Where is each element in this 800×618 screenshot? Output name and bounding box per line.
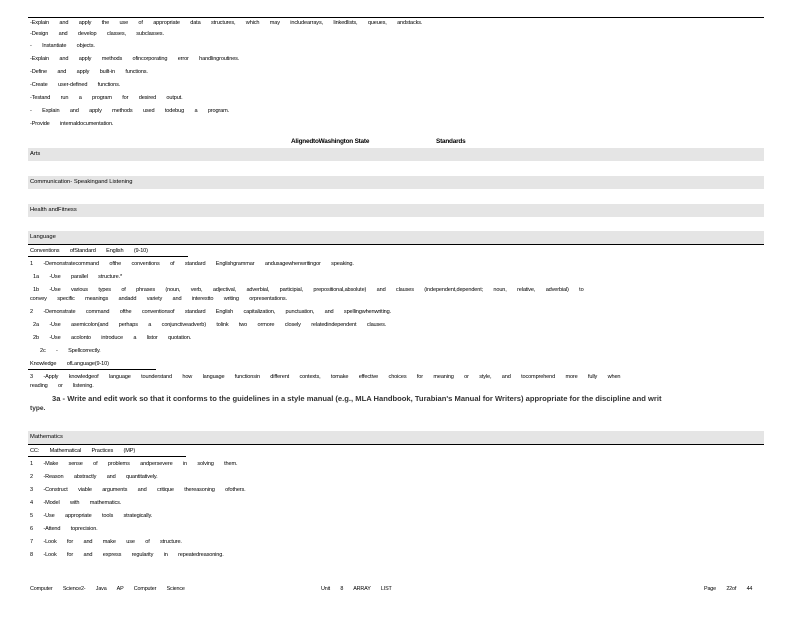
language-band: [28, 231, 764, 244]
objective-line: -Define and apply built-in functions.: [30, 69, 148, 75]
math-line: 6 -Attend toprecision.: [30, 526, 98, 532]
objective-line: -Explain and apply methods ofincorporating error handlingroutines.: [30, 56, 240, 62]
aligned-heading-standards: Standards: [436, 138, 466, 145]
arts-band: [28, 148, 764, 161]
math-line: 3 -Construct viable arguments and critique thereasoning ofothers.: [30, 487, 246, 493]
knowledge-line: 3 -Apply knowledgeof language tounderstand how language functionsin different contexts, tomake effective choices for meaning or style, and tocomprehend more fully when: [30, 374, 621, 380]
objective-line: -Explain and apply the use of appropriate data structures, which may includearrays, linkedlists, queues, andstacks.: [30, 20, 423, 26]
section-communication: Communication- Speakingand Listening: [30, 179, 133, 185]
math-line: 4 -Model with mathematics.: [30, 500, 122, 506]
language-line: 2 -Demonstrate command ofthe conventionsof standard English capitalization, punctuation, and spellingwhenwriting.: [30, 309, 391, 315]
mathematics-rule: [28, 444, 764, 445]
conventions-underline: [28, 256, 188, 257]
section-health: Health andFitness: [30, 207, 77, 213]
language-line: 1 -Demonstratecommand ofthe conventions of standard Englishgrammar andusagewhenwritingor speaking.: [30, 261, 354, 267]
language-line: 2b -Use acolonto introduce a listor quotation.: [33, 335, 192, 341]
health-band: [28, 204, 764, 217]
knowledge-underline: [28, 369, 156, 370]
math-line: 7 -Look for and make use of structure.: [30, 539, 182, 545]
language-line: 1a -Use parallel structure.*: [33, 274, 123, 280]
knowledge-heading: Knowledge ofLanguage(9-10): [30, 361, 109, 367]
footer-unit: Unit 8 ARRAY LIST: [321, 586, 392, 592]
objective-line: -Testand run a program for desired output.: [30, 95, 183, 101]
language-line: convey specific meanings andadd variety and interestto writing orpresentations.: [30, 296, 287, 302]
objective-line: - Explain and apply methods used todebug a program.: [30, 108, 229, 114]
objective-line: -Create user-defined functions.: [30, 82, 121, 88]
math-line: 5 -Use appropriate tools strategically.: [30, 513, 153, 519]
style-manual-line: 3a - Write and edit work so that it conforms to the guidelines in a style manual (e.g., MLA Handbook, Turabian's Manual for Writers) appropriate for the discipline and writ: [52, 394, 662, 403]
aligned-heading: AlignedtoWashington State: [291, 138, 370, 145]
section-arts: Arts: [30, 151, 41, 157]
objective-line: -Provide internaldocumentation.: [30, 121, 114, 127]
knowledge-line: reading or listening.: [30, 383, 94, 389]
style-manual-line-end: type.: [30, 405, 46, 412]
footer-page-number: Page 22of 44: [704, 586, 753, 592]
communication-band: [28, 176, 764, 189]
section-mathematics: Mathematics: [30, 434, 63, 440]
footer-course: Computer Science2- Java AP Computer Science: [30, 586, 185, 592]
math-line: 1 -Make sense of problems andpersevere in solving them.: [30, 461, 238, 467]
language-rule: [28, 244, 764, 245]
top-rule: [28, 17, 764, 18]
section-language: Language: [30, 234, 56, 240]
objective-line: -Design and develop classes, subclasses.: [30, 31, 164, 37]
language-line: 2c - Spellcorrectly.: [40, 348, 101, 354]
math-line: 2 -Reason abstractly and quantitatively.: [30, 474, 158, 480]
math-line: 8 -Look for and express regularity in repeatedreasoning.: [30, 552, 224, 558]
language-line: 2a -Use asemicolon(and perhaps a conjunctiveadverb) tolink two ormore closely relatedindependent clauses.: [33, 322, 387, 328]
language-line: 1b -Use various types of phrases (noun, verb, adjectival, adverbial, participial, prepositional,absolute) and clauses (independent,dependent; noun, relative, adverbial) to: [33, 287, 584, 293]
practices-underline: [28, 456, 186, 457]
practices-heading: CC: Mathematical Practices (MP): [30, 448, 136, 454]
mathematics-band: [28, 431, 764, 444]
conventions-heading: Conventions ofStandard English (9-10): [30, 248, 148, 254]
objective-line: - Instantiate objects.: [30, 43, 95, 49]
